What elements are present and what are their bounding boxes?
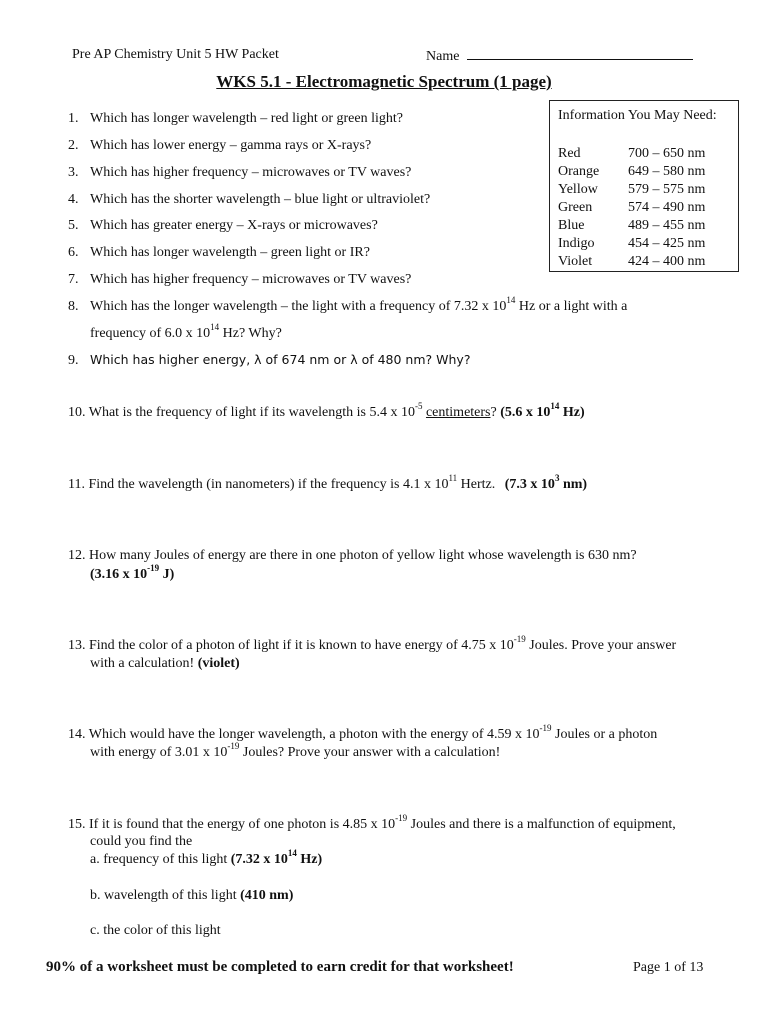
question-number: 2. <box>68 138 79 153</box>
info-row-blue <box>558 218 734 234</box>
exponent: 14 <box>506 295 516 306</box>
question-text: Hertz. <box>457 477 496 492</box>
answer-text: Hz) <box>296 852 323 867</box>
question-text: a. frequency of this light <box>90 852 228 867</box>
answer <box>500 401 585 420</box>
question-8-continued <box>90 322 282 342</box>
question-text: Hz? Why? <box>219 326 282 341</box>
question-text: Hz or a light with a <box>515 299 628 314</box>
question-text: b. wavelength of this light <box>90 888 237 903</box>
question-9 <box>68 352 470 369</box>
question-number: 5. <box>68 218 79 233</box>
question-text: Which has higher energy, λ of 674 nm or λ of 480 nm? Why? <box>90 352 471 367</box>
question-14-continued <box>90 741 501 761</box>
question-15 <box>68 813 676 833</box>
question-13 <box>68 634 677 654</box>
name-label: Name <box>426 49 460 64</box>
question-text: frequency of 6.0 x 10 <box>90 326 211 341</box>
question-text: c. the color of this light <box>90 923 221 938</box>
question-15-continued <box>90 834 192 850</box>
question-text: Which has greater energy – X-rays or microwaves? <box>90 218 378 233</box>
page-number: Page 1 of 13 <box>633 960 704 975</box>
question-15a <box>90 848 323 868</box>
exponent: 14 <box>210 322 220 333</box>
question-number: 10. <box>68 405 86 420</box>
title-text: WKS 5.1 - Electromagnetic Spectrum (1 page) <box>216 72 552 91</box>
question-text: Which has higher frequency – microwaves or TV waves? <box>90 272 412 287</box>
question-text: Joules and there is a malfunction of equipment, <box>407 817 676 832</box>
wavelength-range: 574 – 490 nm <box>628 200 706 215</box>
question-2 <box>68 138 371 154</box>
wavelength-range: 700 – 650 nm <box>628 146 706 161</box>
exponent: 11 <box>448 473 458 484</box>
question-5 <box>68 218 378 234</box>
question-number: 11. <box>68 477 85 492</box>
question-number: 1. <box>68 111 79 126</box>
question-text: Which has lower energy – gamma rays or X-rays? <box>90 138 372 153</box>
question-text: could you find the <box>90 834 193 849</box>
question-text: Joules. Prove your answer <box>525 638 677 653</box>
color-name: Indigo <box>558 236 595 251</box>
info-row-indigo <box>558 236 734 252</box>
color-name: Green <box>558 200 593 215</box>
question-number: 4. <box>68 192 79 207</box>
exponent: -5 <box>414 401 423 412</box>
question-4 <box>68 192 430 208</box>
exponent: 3 <box>554 473 560 484</box>
question-text: ? <box>490 405 497 420</box>
question-14 <box>68 723 658 743</box>
answer: (410 nm) <box>240 888 294 903</box>
answer-text: (3.16 x 10 <box>90 567 148 582</box>
answer-text: (5.6 x 10 <box>500 405 551 420</box>
question-text: with a calculation! <box>90 656 195 671</box>
color-name: Orange <box>558 164 600 179</box>
question-12 <box>68 548 637 564</box>
completion-note: 90% of a worksheet must be completed to earn credit for that worksheet! <box>46 959 514 975</box>
answer <box>230 848 323 867</box>
exponent: 14 <box>550 401 560 412</box>
wavelength-range: 579 – 575 nm <box>628 182 706 197</box>
worksheet-title <box>0 72 768 92</box>
question-text: Which has longer wavelength – red light or green light? <box>90 111 403 126</box>
exponent: -19 <box>513 634 526 645</box>
question-text: Find the color of a photon of light if it is known to have energy of 4.75 x 10 <box>89 638 514 653</box>
question-text: Find the wavelength (in nanometers) if the frequency is 4.1 x 10 <box>88 477 449 492</box>
question-text: What is the frequency of light if its wavelength is 5.4 x 10 <box>88 405 415 420</box>
wavelength-range: 454 – 425 nm <box>628 236 706 251</box>
answer <box>90 563 175 582</box>
question-10 <box>68 401 585 421</box>
question-15b <box>90 888 293 904</box>
info-box-title: Information You May Need: <box>558 108 717 123</box>
question-12-answer <box>90 563 175 583</box>
question-number: 12. <box>68 548 86 563</box>
question-11 <box>68 473 588 493</box>
exponent: -19 <box>539 723 552 734</box>
underlined-unit: centimeters <box>425 405 491 420</box>
answer-text: J) <box>159 567 175 582</box>
info-row-orange <box>558 164 734 180</box>
color-name: Red <box>558 146 581 161</box>
wavelength-range: 649 – 580 nm <box>628 164 706 179</box>
question-3 <box>68 165 411 181</box>
info-row-red <box>558 146 734 162</box>
question-text: Which has higher frequency – microwaves or TV waves? <box>90 165 412 180</box>
packet-header: Pre AP Chemistry Unit 5 HW Packet <box>72 47 279 62</box>
info-box <box>549 100 739 272</box>
question-7 <box>68 272 411 288</box>
answer <box>504 473 588 492</box>
answer: (violet) <box>197 656 240 671</box>
answer-text: Hz) <box>559 405 585 420</box>
question-1 <box>68 111 403 127</box>
answer-text: (7.3 x 10 <box>504 477 555 492</box>
question-number: 9. <box>68 353 79 368</box>
wavelength-range: 424 – 400 nm <box>628 254 706 269</box>
question-number: 6. <box>68 245 79 260</box>
question-text: Which would have the longer wavelength, a photon with the energy of 4.59 x 10 <box>88 727 540 742</box>
exponent: 14 <box>287 848 297 859</box>
question-number: 14. <box>68 727 86 742</box>
exponent: -19 <box>227 741 240 752</box>
color-name: Yellow <box>558 182 598 197</box>
question-text: Which has longer wavelength – green light or IR? <box>90 245 370 260</box>
question-text: How many Joules of energy are there in one photon of yellow light whose wavelength is 630 nm? <box>89 548 637 563</box>
question-13-continued <box>90 656 240 672</box>
name-blank-line <box>467 47 693 60</box>
question-number: 7. <box>68 272 79 287</box>
answer-text: nm) <box>559 477 588 492</box>
color-name: Violet <box>558 254 593 269</box>
question-number: 8. <box>68 299 79 314</box>
question-text: with energy of 3.01 x 10 <box>90 745 228 760</box>
info-row-green <box>558 200 734 216</box>
color-name: Blue <box>558 218 585 233</box>
question-number: 13. <box>68 638 86 653</box>
question-6 <box>68 245 370 261</box>
question-text: Which has the shorter wavelength – blue light or ultraviolet? <box>90 192 431 207</box>
info-row-violet <box>558 254 734 270</box>
exponent: -19 <box>147 563 160 574</box>
name-field <box>426 47 693 65</box>
exponent: -19 <box>395 813 408 824</box>
wavelength-range: 489 – 455 nm <box>628 218 706 233</box>
info-row-yellow <box>558 182 734 198</box>
question-number: 15. <box>68 817 86 832</box>
answer-text: (7.32 x 10 <box>230 852 288 867</box>
question-text: Which has the longer wavelength – the light with a frequency of 7.32 x 10 <box>90 299 507 314</box>
question-15c <box>90 923 221 939</box>
question-text: Joules? Prove your answer with a calculation! <box>239 745 501 760</box>
question-text: If it is found that the energy of one photon is 4.85 x 10 <box>89 817 396 832</box>
question-text: Joules or a photon <box>551 727 658 742</box>
question-8 <box>68 295 628 315</box>
question-number: 3. <box>68 165 79 180</box>
